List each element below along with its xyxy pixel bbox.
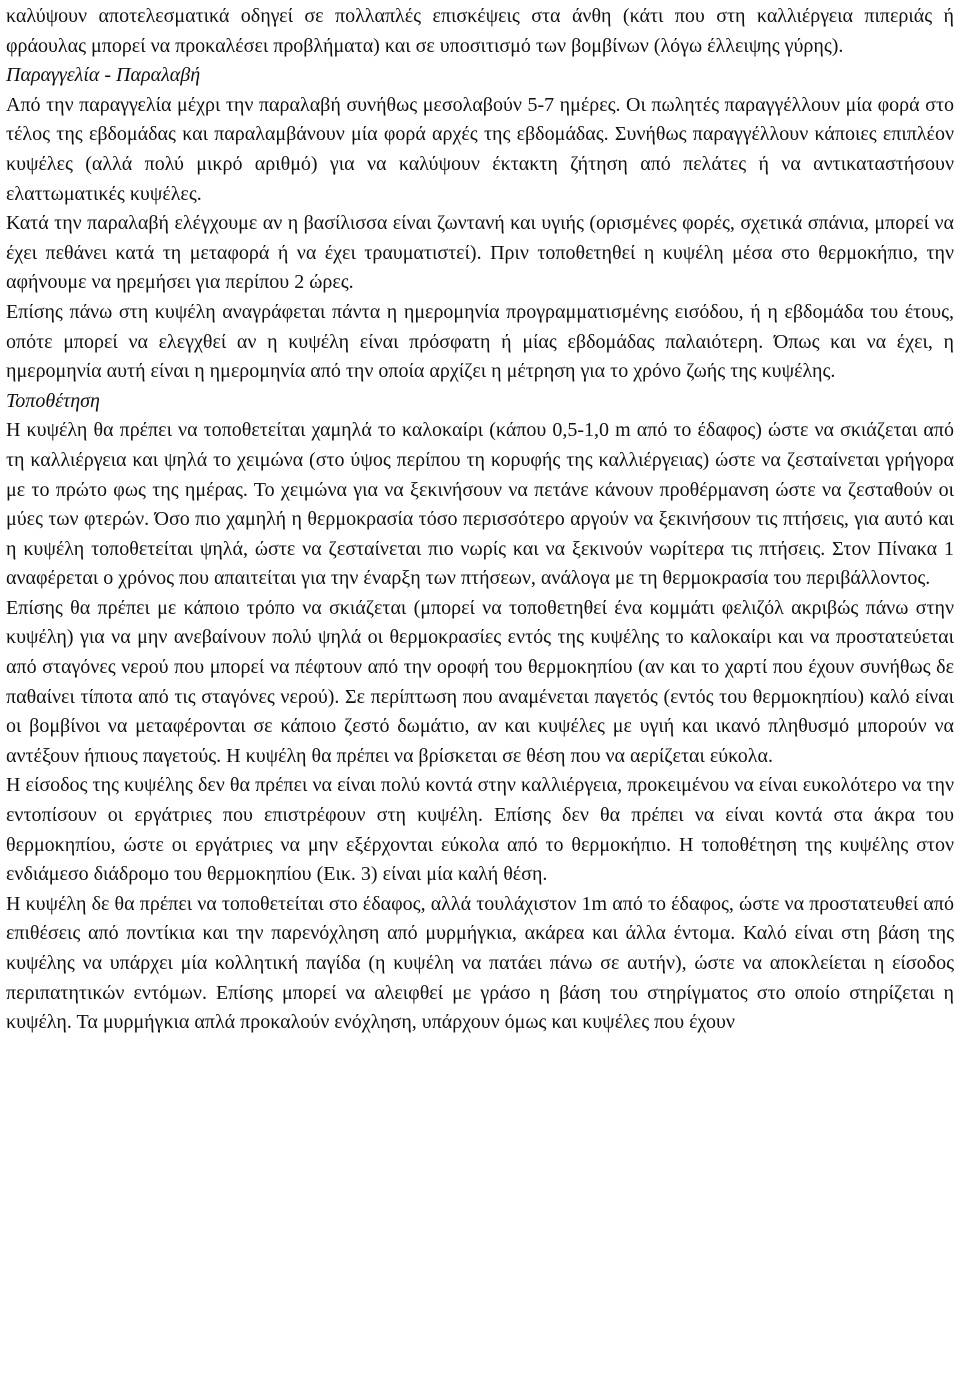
order-paragraph-3: Επίσης πάνω στη κυψέλη αναγράφεται πάντα η ημερομηνία προγραμματισμένης εισόδου, ή η εβδομάδα του έτους, οπότε μπορεί να ελεγχθεί αν η κυψέλη είναι πρόσφατη ή μίας εβδομάδας παλαιότερη. Όπως και να έχει, η ημερομηνία αυτή είναι η ημερομηνία από την οποία αρχίζει η μέτρηση για το χρόνο ζωής της κυψέλης. [6,300,954,383]
placement-paragraph-1: Η κυψέλη θα πρέπει να τοποθετείται χαμηλά το καλοκαίρι (κάπου 0,5-1,0 m από το έδαφος) ώστε να σκιάζεται από τη καλλιέργεια και ψηλά το χειμώνα (στο ύψος περίπου τη κορυφής της καλλιέργειας) ώστε να ζεσταίνεται γρήγορα με το πρώτο φως της ημέρας. Το χειμώνα για να ξεκινήσουν να πετάνε κάνουν προθέρμανση ώστε να ζεσταθούν οι μύες των φτερών. Όσο πιο χαμηλή η θερμοκρασία τόσο περισσότερο αργούν να ξεκινήσουν τις πτήσεις, για αυτό και η κυψέλη τοποθετείται ψηλά, ώστε να ζεσταίνεται πιο νωρίς και να ξεκινούν νωρίτερα τις πτήσεις. Στον Πίνακα 1 αναφέρεται ο χρόνος που απαιτείται για την έναρξη των πτήσεων, ανάλογα με τη θερμοκρασία του περιβάλλοντος. [6,419,954,590]
placement-paragraph-3: Η είσοδος της κυψέλης δεν θα πρέπει να είναι πολύ κοντά στην καλλιέργεια, προκειμένου να είναι ευκολότερο να την εντοπίσουν οι εργάτριες που επιστρέφουν στη κυψέλη. Επίσης δεν θα πρέπει να είναι κοντά στα άκρα του θερμοκηπίου, ώστε οι εργάτριες να μην εξέρχονται εύκολα από το θερμοκήπιο. Η τοποθέτηση της κυψέλης στον ενδιάμεσο διάδρομο του θερμοκηπίου (Εικ. 3) είναι μία καλή θέση. [6,774,954,886]
placement-paragraph-2: Επίσης θα πρέπει με κάποιο τρόπο να σκιάζεται (μπορεί να τοποθετηθεί ένα κομμάτι φελιζόλ ακριβώς πάνω στην κυψέλη) για να μην ανεβαίνουν πολύ ψηλά οι θερμοκρασίες εντός της κυψέλης το καλοκαίρι και να προστατεύεται από σταγόνες νερού που μπορεί να πέφτουν από την οροφή του θερμοκηπίου (αν και το χαρτί που έχουν συνήθως δε παθαίνει τίποτα από τις σταγόνες νερού). Σε περίπτωση που αναμένεται παγετός (εντός του θερμοκηπίου) καλό είναι οι βομβίνοι να μεταφέρονται σε κάποιο ζεστό δωμάτιο, αν και κυψέλες με υγιή και ικανό πληθυσμό μπορούν να αντέξουν ήπιους παγετούς. Η κυψέλη θα πρέπει να βρίσκεται σε θέση που να αερίζεται εύκολα. [6,596,954,767]
intro-paragraph: καλύψουν αποτελεσματικά οδηγεί σε πολλαπλές επισκέψεις στα άνθη (κάτι που στη καλλιέργεια πιπεριάς ή φράουλας μπορεί να προκαλέσει προβλήματα) και σε υποσιτισμό των βομβίνων (λόγω έλλειψης γύρης). [6,5,954,57]
order-paragraph-2: Κατά την παραλαβή ελέγχουμε αν η βασίλισσα είναι ζωντανή και υγιής (ορισμένες φορές, σχετικά σπάνια, μπορεί να έχει πεθάνει κατά τη μεταφορά ή να έχει τραυματιστεί). Πριν τοποθετηθεί η κυψέλη μέσα στο θερμοκήπιο, την αφήνουμε να ηρεμήσει για περίπου 2 ώρες. [6,212,954,294]
section-heading-placement: Τοποθέτηση [6,389,100,412]
section-heading-order: Παραγγελία - Παραλαβή [6,64,201,87]
placement-paragraph-4: Η κυψέλη δε θα πρέπει να τοποθετείται στο έδαφος, αλλά τουλάχιστον 1m από το έδαφος, ώστε να προστατευθεί από επιθέσεις από ποντίκια και την παρενόχληση από μυρμήγκια, ακάρεα και άλλα έντομα. Καλό είναι στη βάση της κυψέλης να υπάρχει μία κολλητική παγίδα (η κυψέλη να πατάει πάνω σε αυτήν), ώστε να αποκλείεται η είσοδος περιπατητικών εντόμων. Επίσης μπορεί να αλειφθεί με γράσο η βάση του στηρίγματος στο οποίο στηρίζεται η κυψέλη. Τα μυρμήγκια απλά προκαλούν ενόχληση, υπάρχουν όμως και κυψέλες που έχουν [6,892,954,1034]
order-paragraph-1: Από την παραγγελία μέχρι την παραλαβή συνήθως μεσολαβούν 5-7 ημέρες. Οι πωλητές παραγγέλλουν μία φορά στο τέλος της εβδομάδας και παραλαμβάνουν μία φορά αρχές της εβδομάδας. Συνήθως παραγγέλλουν κάποιες επιπλέον κυψέλες (αλλά πολύ μικρό αριθμό) για να καλύψουν έκτακτη ζήτηση από πελάτες ή να αντικαταστήσουν ελαττωματικές κυψέλες. [6,93,954,205]
document-page [0,2,960,1381]
